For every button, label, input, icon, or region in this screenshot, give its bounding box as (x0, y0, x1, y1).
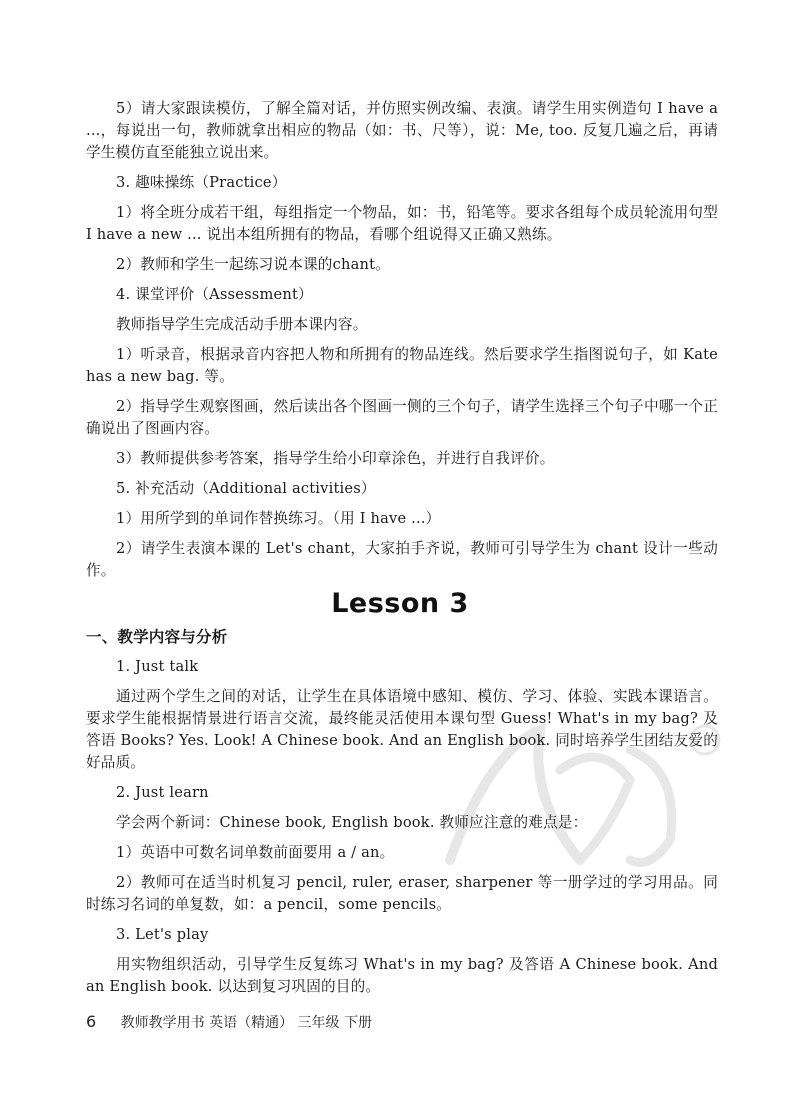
subheading-just-talk: 1. Just talk (116, 658, 199, 675)
paragraph: 学会两个新词：Chinese book, English book. 教师应注意的难点是： (116, 814, 588, 831)
instructions-block (86, 98, 718, 590)
lesson-content-block (86, 626, 718, 1006)
paragraph: 用实物组织活动，引导学生反复练习 What's in my bag? 及答语 A Chinese book. And an English book. 以达到复习巩固的目的。 (86, 956, 718, 995)
paragraph: 1）将全班分成若干组，每组指定一个物品，如：书，铅笔等。要求各组每个成员轮流用句型 I have a new ... 说出本组所拥有的物品，看哪个组说得又正确又熟练。 (86, 204, 718, 243)
subheading-just-learn: 2. Just learn (116, 784, 209, 801)
page-number: 6 (86, 1012, 97, 1031)
book-title: 教师教学用书 英语（精通） 三年级 下册 (120, 1015, 372, 1031)
subheading-lets-play: 3. Let's play (116, 926, 209, 943)
paragraph: 2）指导学生观察图画，然后读出各个图画一侧的三个句子，请学生选择三个句子中哪一个正确说出了图画内容。 (86, 398, 718, 437)
lesson-title: Lesson 3 (331, 588, 469, 619)
subheading-practice: 3. 趣味操练（Practice） (116, 174, 287, 191)
section-title: 一、教学内容与分析 (86, 628, 228, 646)
paragraph: 教师指导学生完成活动手册本课内容。 (116, 316, 368, 333)
paragraph: 5）请大家跟读模仿，了解全篇对话，并仿照实例改编、表演。请学生用实例造句 I have a ...，每说出一句，教师就拿出相应的物品（如：书、尺等），说：Me, too. 反复几遍之后，再请学生模仿直至能独立说出来。 (86, 100, 718, 161)
paragraph: 2）请学生表演本课的 Let's chant，大家拍手齐说，教师可引导学生为 chant 设计一些动作。 (86, 540, 718, 579)
subheading-additional-activities: 5. 补充活动（Additional activities） (116, 480, 376, 497)
paragraph: 1）听录音，根据录音内容把人物和所拥有的物品连线。然后要求学生指图说句子，如 Kate has a new bag. 等。 (86, 346, 718, 385)
paragraph: 通过两个学生之间的对话，让学生在具体语境中感知、模仿、学习、体验、实践本课语言。要求学生能根据情景进行语言交流，最终能灵活使用本课句型 Guess! What's in my bag? 及答语 Books? Yes. Look! A Chinese book. And an English book. 同时培养学生团结友爱的好品质。 (86, 688, 718, 771)
paragraph: 1）用所学到的单词作替换练习。（用 I have ...） (116, 510, 441, 527)
paragraph: 2）教师和学生一起练习说本课的chant。 (116, 256, 390, 273)
paragraph: 1）英语中可数名词单数前面要用 a / an。 (116, 844, 395, 861)
paragraph: 3）教师提供参考答案，指导学生给小印章涂色，并进行自我评价。 (116, 450, 555, 467)
subheading-assessment: 4. 课堂评价（Assessment） (116, 286, 313, 303)
page-footer (86, 1012, 726, 1032)
paragraph: 2）教师可在适当时机复习 pencil, ruler, eraser, sharpener 等一册学过的学习用品。同时练习名词的单复数，如：a pencil，some pencils。 (86, 874, 718, 913)
